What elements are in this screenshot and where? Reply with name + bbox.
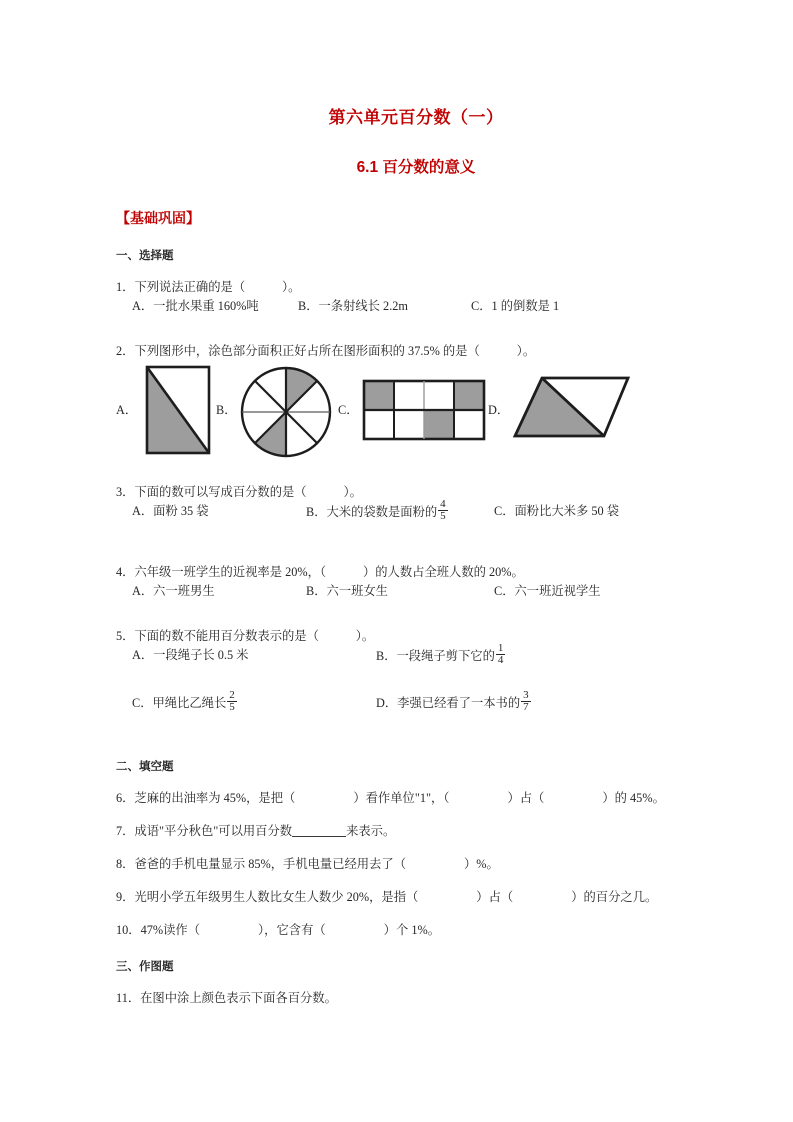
question-5-option-d-text: D．李强已经看了一本书的 (376, 695, 521, 710)
question-3-option-b-text: B．大米的袋数是面粉的 (306, 504, 438, 519)
question-6-part-4: ）的 45%。 (602, 790, 665, 805)
question-7-stem (116, 807, 716, 840)
fraction-denominator: 5 (440, 510, 446, 523)
question-6-part-2: ）看作单位"1"，（ (353, 790, 450, 805)
question-1-options (116, 296, 716, 327)
question-9-stem (116, 873, 716, 906)
question-4-stem: 4．六年级一班学生的近视率是 20%，（ ）的人数占全班人数的 20%。 (116, 564, 524, 579)
question-2-label-b: B． (216, 402, 237, 417)
section-heading-drawing: 三、作图题 (116, 960, 174, 973)
question-9-part-3: ）的百分之几。 (571, 889, 658, 904)
question-4-option-a[interactable]: A．六一班男生 (132, 583, 215, 598)
question-10-stem (116, 906, 716, 939)
question-2-stem: 2．下列图形中，涂色部分面积正好占所在图形面积的 37.5% 的是（ ）。 (116, 343, 536, 358)
question-5-option-c-text: C．甲绳比乙绳长 (132, 695, 227, 710)
question-2-figures (116, 360, 716, 470)
page-subtitle: 6.1 百分数的意义 (356, 159, 476, 176)
question-9-part-1: 9．光明小学五年级男生人数比女生人数少 20%，是指（ (116, 889, 419, 904)
question-4-option-b[interactable]: B．六一班女生 (306, 583, 388, 598)
question-3-stem: 3．下面的数可以写成百分数的是（ ）。 (116, 484, 362, 499)
question-5-option-c[interactable] (132, 689, 238, 715)
fraction-numerator: 3 (523, 689, 529, 702)
question-3-option-b[interactable] (306, 498, 449, 524)
question-8-part-1: 8．爸爸的手机电量显示 85%，手机电量已经用去了（ (116, 856, 406, 871)
figure-grid-4x2 (362, 379, 486, 441)
question-7-part-2: 来表示。 (346, 823, 396, 838)
question-2-label-a: A． (116, 402, 138, 417)
question-1-stem: 1．下列说法正确的是（ ）。 (116, 280, 301, 294)
question-6-part-3: ）占（ (507, 790, 545, 805)
question-8-stem (116, 840, 716, 873)
question-2-label-d: D． (488, 402, 510, 417)
question-11-stem: 11．在图中涂上颜色表示下面各百分数。 (116, 990, 337, 1005)
question-6-stem (116, 774, 716, 807)
question-9-part-2: ）占（ (476, 889, 514, 904)
question-3-option-c[interactable]: C．面粉比大米多 50 袋 (494, 503, 620, 518)
question-5-option-d[interactable] (376, 689, 532, 715)
question-10-part-2: ），它含有（ (258, 922, 326, 937)
fraction-four-fifths (438, 499, 448, 522)
section-heading-choice: 一、选择题 (116, 250, 174, 262)
question-10-part-3: ）个 1%。 (383, 922, 441, 937)
fraction-one-quarter (496, 643, 506, 666)
page-title: 第六单元百分数（一） (328, 108, 504, 127)
fraction-denominator: 5 (229, 701, 235, 714)
document-content (116, 0, 716, 1007)
section-label-basic: 【基础巩固】 (116, 210, 200, 226)
fraction-two-fifths (227, 690, 237, 713)
fraction-numerator: 4 (440, 498, 446, 511)
figure-rectangle-shaded-triangle (144, 364, 212, 456)
question-5-option-a[interactable]: A．一段绳子长 0.5 米 (132, 647, 249, 662)
question-1-option-b[interactable]: B．一条射线长 2.2m (298, 298, 408, 313)
question-3-options (116, 498, 716, 548)
question-5-option-b[interactable] (376, 642, 506, 668)
question-1-option-c[interactable]: C．1 的倒数是 1 (471, 298, 560, 313)
question-1-option-a[interactable]: A．一批水果重 160%吨 (132, 298, 259, 313)
fraction-denominator: 4 (497, 654, 504, 667)
question-3-option-a[interactable]: A．面粉 35 袋 (132, 503, 209, 518)
figure-circle-eight-sectors (238, 364, 334, 460)
figure-parallelogram-shaded-triangle (512, 374, 632, 442)
answer-blank-7-1[interactable] (292, 824, 346, 837)
question-2-label-c: C． (338, 402, 359, 417)
fraction-denominator: 7 (523, 701, 529, 714)
question-8-part-2: ）%。 (464, 856, 499, 871)
question-5-options-row1 (116, 642, 716, 692)
question-6-part-1: 6．芝麻的出油率为 45%，是把（ (116, 790, 296, 805)
question-4-option-c[interactable]: C．六一班近视学生 (494, 583, 601, 598)
section-heading-fill-blank: 二、填空题 (116, 760, 174, 773)
fraction-numerator: 2 (229, 689, 235, 702)
fraction-numerator: 1 (497, 642, 504, 655)
question-5-options-row2 (116, 689, 716, 739)
question-5-option-b-text: B．一段绳子剪下它的 (376, 648, 495, 663)
question-7-part-1: 7．成语"平分秋色"可以用百分数 (116, 823, 293, 838)
question-10-part-1: 10．47%读作（ (116, 922, 201, 937)
question-4-options (116, 581, 716, 612)
question-5-stem: 5．下面的数不能用百分数表示的是（ ）。 (116, 628, 375, 643)
fraction-three-sevenths (521, 690, 531, 713)
